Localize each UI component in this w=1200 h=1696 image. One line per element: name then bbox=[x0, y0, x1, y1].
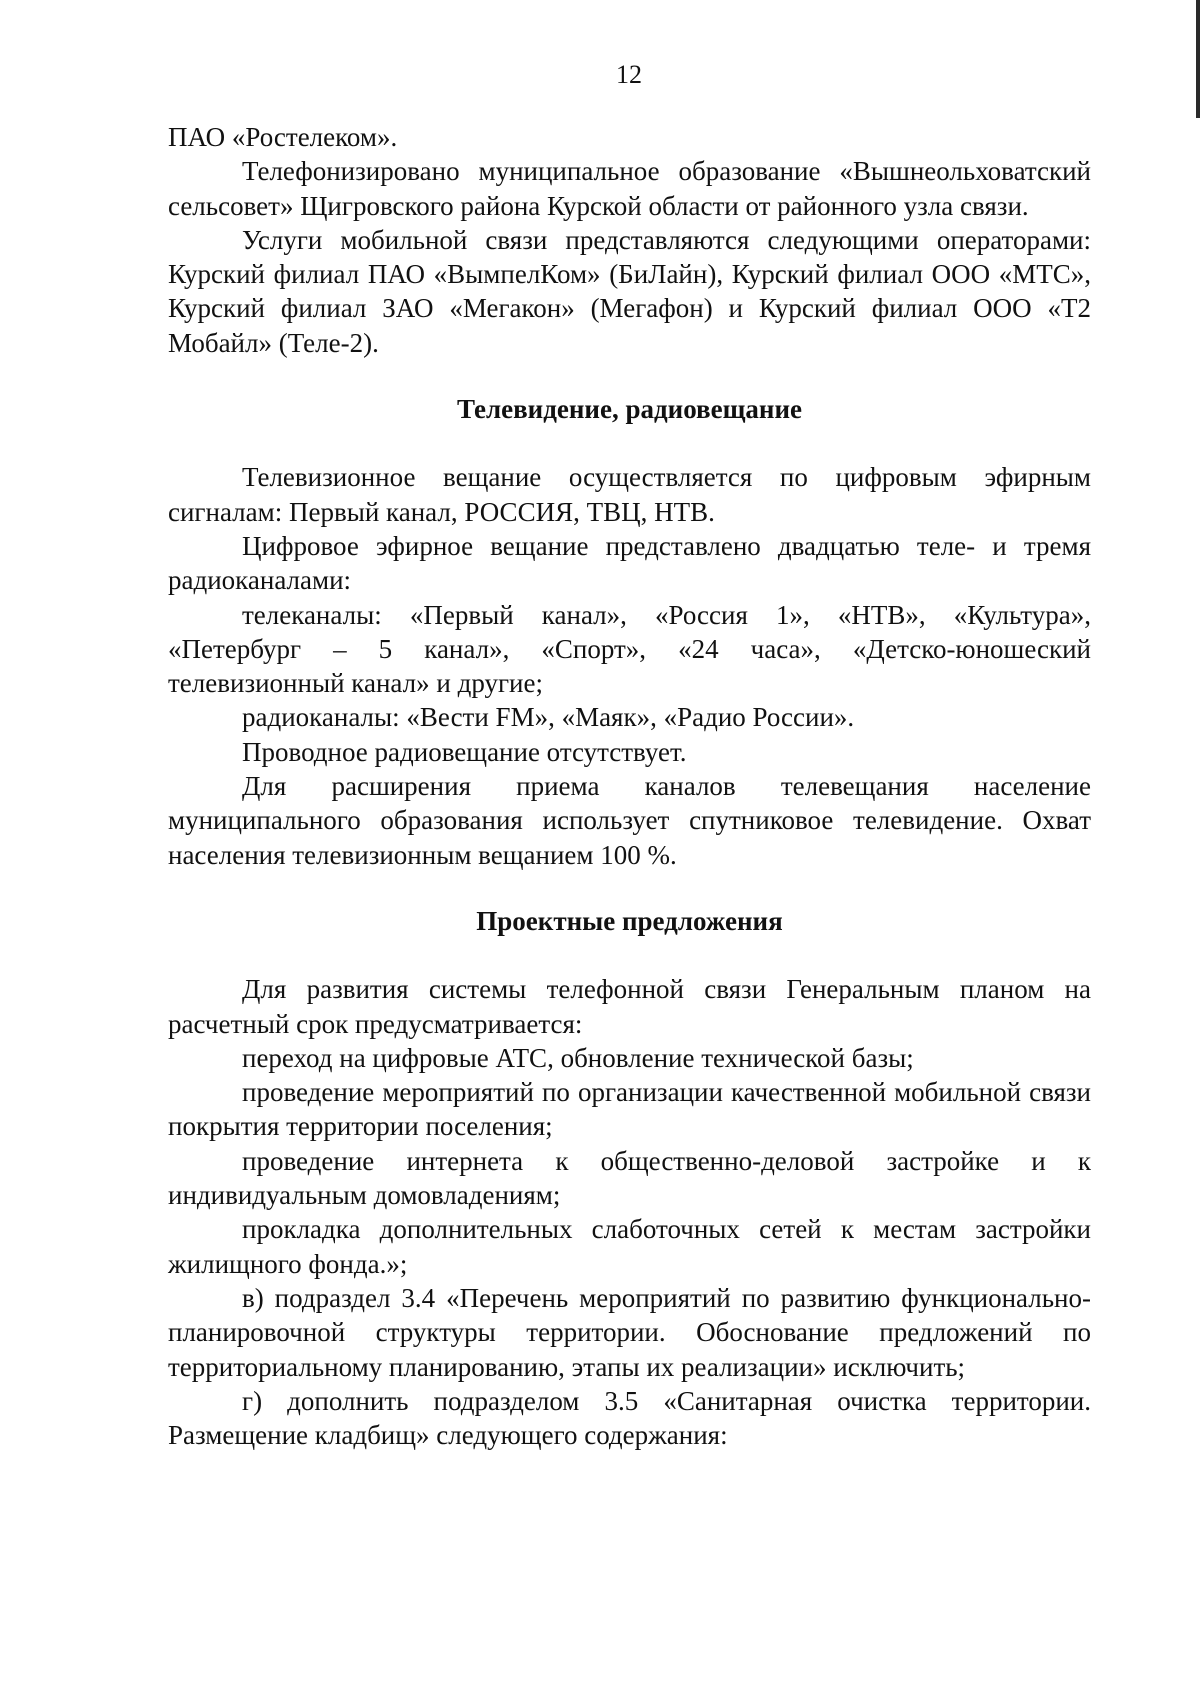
paragraph-wired-radio: Проводное радиовещание отсутствует. bbox=[242, 736, 687, 767]
paragraph-mobile-operators: Услуги мобильной связи представляются следующими операторами: Курский филиал ПАО «ВымпелКом» (БиЛайн), Курский филиал ООО «МТС», Курский филиал ЗАО «Мегакон» (Мегафон) и Курский филиал ООО «Т2 Мобайл» (Теле-2). bbox=[168, 224, 1091, 358]
spacer bbox=[168, 426, 1091, 460]
paragraph-low-current-networks: прокладка дополнительных слаботочных сетей к местам застройки жилищного фонда.»; bbox=[168, 1214, 1091, 1279]
paragraph-radio-channels: радиоканалы: «Вести FM», «Маяк», «Радио России». bbox=[242, 702, 855, 733]
paragraph-tv-broadcast: Телевизионное вещание осуществляется по цифровым эфирным сигналам: Первый канал, РОССИЯ, ТВЦ, НТВ. bbox=[168, 462, 1091, 527]
paragraph-telephony: Телефонизировано муниципальное образование «Вышнеольховатский сельсовет» Щигровского района Курской области от районного узла связи. bbox=[168, 156, 1091, 221]
paragraph-subsection-3-5: г) дополнить подразделом 3.5 «Санитарная очистка территории. Размещение кладбищ» следующего содержания: bbox=[168, 1385, 1091, 1451]
page-number: 12 bbox=[616, 60, 642, 89]
spacer bbox=[168, 360, 1091, 392]
paragraph-rostelecom: ПАО «Ростелеком». bbox=[168, 122, 398, 152]
spacer bbox=[168, 872, 1091, 904]
spacer bbox=[168, 938, 1091, 972]
paragraph-digital-ats: переход на цифровые АТС, обновление технической базы; bbox=[242, 1042, 914, 1073]
document-body bbox=[168, 120, 1091, 1452]
heading-proposals: Проектные предложения bbox=[476, 905, 783, 936]
paragraph-digital-broadcast: Цифровое эфирное вещание представлено двадцатью теле- и тремя радиоканалами: bbox=[168, 530, 1091, 596]
paragraph-mobile-coverage: проведение мероприятий по организации качественной мобильной связи покрытия территории поселения; bbox=[168, 1077, 1091, 1142]
heading-tv-radio: Телевидение, радиовещание bbox=[457, 394, 802, 425]
paragraph-subsection-3-4: в) подраздел 3.4 «Перечень мероприятий по развитию функционально-планировочной структуры территории. Обоснование предложений по территориальному планированию, этапы их реализации» исключить; bbox=[168, 1282, 1091, 1382]
paragraph-internet: проведение интернета к общественно-деловой застройке и к индивидуальным домовладениям; bbox=[168, 1145, 1091, 1211]
paragraph-satellite-tv: Для расширения приема каналов телевещания население муниципального образования использует спутниковое телевидение. Охват населения телевизионным вещанием 100 %. bbox=[168, 771, 1091, 870]
paragraph-telephone-development: Для развития системы телефонной связи Генеральным планом на расчетный срок предусматривается: bbox=[168, 974, 1091, 1039]
paragraph-tv-channels: телеканалы: «Первый канал», «Россия 1», «НТВ», «Культура», «Петербург – 5 канал», «Спорт», «24 часа», «Детско-юношеский телевизионный канал» и другие; bbox=[168, 599, 1091, 699]
